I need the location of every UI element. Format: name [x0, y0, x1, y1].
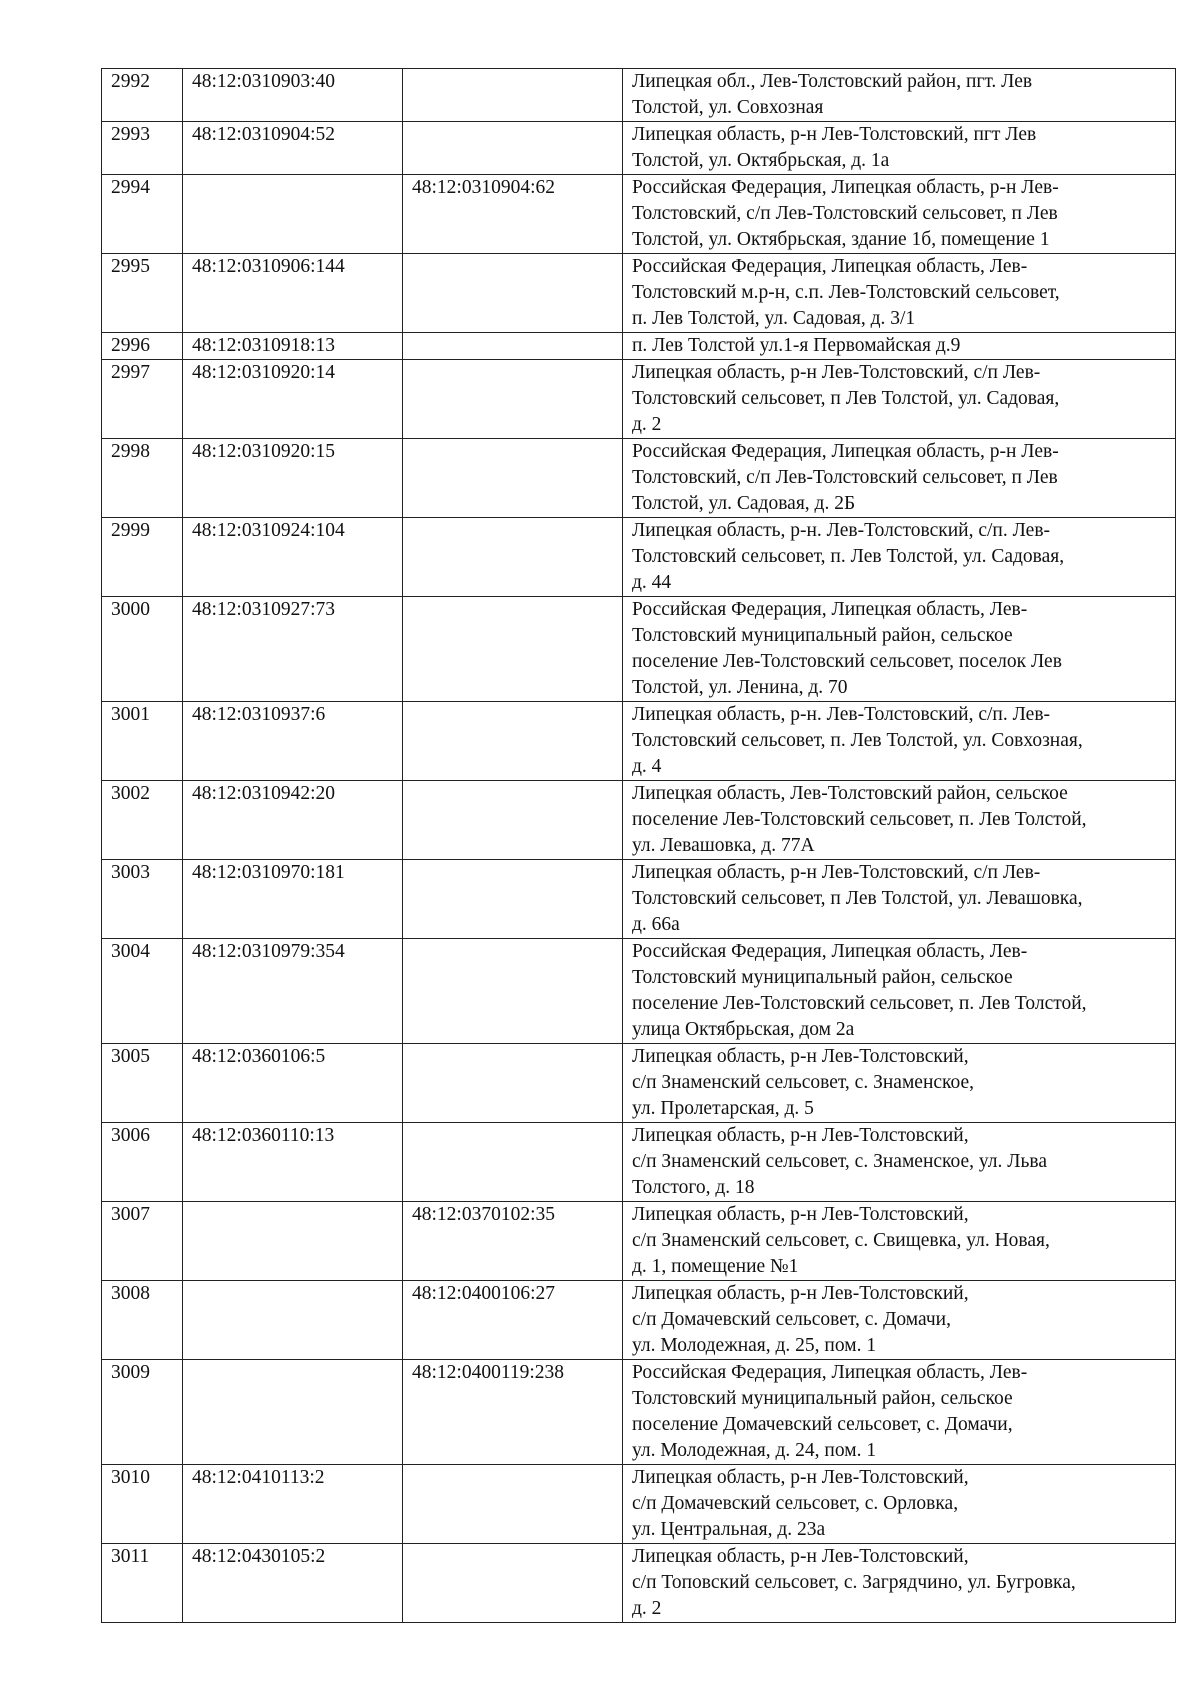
- address-line: Российская Федерация, Липецкая область, р-н Лев-: [632, 177, 1059, 198]
- row-number-cell: 2999: [102, 518, 183, 597]
- table-row: [102, 175, 1176, 254]
- table-row: [102, 1544, 1176, 1623]
- address-line: д. 2: [632, 1598, 662, 1619]
- object-cadastral-number-cell: [403, 1123, 623, 1202]
- row-number-cell: 2997: [102, 360, 183, 439]
- table-row: [102, 597, 1176, 702]
- object-cadastral-number-cell: [403, 702, 623, 781]
- address-line: Липецкая область, Лев-Толстовский район, сельское: [632, 783, 1068, 804]
- object-cadastral-number-cell: 48:12:0310904:62: [403, 175, 623, 254]
- table-row: [102, 860, 1176, 939]
- row-number-cell: 2996: [102, 333, 183, 360]
- land-cadastral-number-cell: 48:12:0310927:73: [183, 597, 403, 702]
- address-cell: [623, 781, 1176, 860]
- row-number-cell: 3009: [102, 1360, 183, 1465]
- address-line: ул. Пролетарская, д. 5: [632, 1098, 814, 1119]
- row-number-cell: 3005: [102, 1044, 183, 1123]
- address-line: с/п Знаменский сельсовет, с. Свищевка, ул. Новая,: [632, 1230, 1050, 1251]
- address-line: Липецкая область, р-н Лев-Толстовский,: [632, 1283, 969, 1304]
- address-line: поселение Лев-Толстовский сельсовет, п. Лев Толстой,: [632, 993, 1087, 1014]
- land-cadastral-number-cell: 48:12:0310920:15: [183, 439, 403, 518]
- address-line: Толстой, ул. Садовая, д. 2Б: [632, 493, 856, 514]
- property-registry-table: [101, 68, 1176, 1623]
- address-line: Липецкая обл., Лев-Толстовский район, пгт. Лев: [632, 71, 1033, 92]
- address-line: Толстой, ул. Октябрьская, здание 1б, помещение 1: [632, 229, 1050, 250]
- table-row: [102, 1202, 1176, 1281]
- address-line: ул. Центральная, д. 23а: [632, 1519, 826, 1540]
- address-cell: [623, 939, 1176, 1044]
- address-line: Липецкая область, р-н Лев-Толстовский, пгт Лев: [632, 124, 1037, 145]
- address-line: Российская Федерация, Липецкая область, Лев-: [632, 941, 1028, 962]
- land-cadastral-number-cell: 48:12:0310920:14: [183, 360, 403, 439]
- address-cell: [623, 360, 1176, 439]
- address-line: Толстой, ул. Октябрьская, д. 1а: [632, 150, 890, 171]
- object-cadastral-number-cell: [403, 360, 623, 439]
- address-line: Липецкая область, р-н Лев-Толстовский,: [632, 1125, 969, 1146]
- address-line: с/п Знаменский сельсовет, с. Знаменское,: [632, 1072, 975, 1093]
- address-cell: [623, 333, 1176, 360]
- address-line: Толстовский, с/п Лев-Толстовский сельсовет, п Лев: [632, 467, 1058, 488]
- land-cadastral-number-cell: 48:12:0310903:40: [183, 69, 403, 122]
- address-line: Липецкая область, р-н Лев-Толстовский,: [632, 1046, 969, 1067]
- address-line: Толстовский м.р-н, с.п. Лев-Толстовский сельсовет,: [632, 282, 1060, 303]
- table-row: [102, 939, 1176, 1044]
- address-cell: [623, 122, 1176, 175]
- address-line: д. 2: [632, 414, 662, 435]
- address-line: Толстовский муниципальный район, сельское: [632, 967, 1013, 988]
- address-cell: [623, 1544, 1176, 1623]
- address-line: д. 4: [632, 756, 662, 777]
- address-line: п. Лев Толстой ул.1-я Первомайская д.9: [632, 335, 961, 356]
- address-cell: [623, 69, 1176, 122]
- address-cell: [623, 254, 1176, 333]
- object-cadastral-number-cell: [403, 781, 623, 860]
- object-cadastral-number-cell: [403, 939, 623, 1044]
- land-cadastral-number-cell: 48:12:0310937:6: [183, 702, 403, 781]
- land-cadastral-number-cell: 48:12:0310970:181: [183, 860, 403, 939]
- land-cadastral-number-cell: 48:12:0310906:144: [183, 254, 403, 333]
- address-line: д. 66а: [632, 914, 680, 935]
- object-cadastral-number-cell: [403, 439, 623, 518]
- table-row: [102, 1044, 1176, 1123]
- address-line: Толстого, д. 18: [632, 1177, 755, 1198]
- object-cadastral-number-cell: 48:12:0400119:238: [403, 1360, 623, 1465]
- address-cell: [623, 1123, 1176, 1202]
- table-row: [102, 1123, 1176, 1202]
- address-cell: [623, 1202, 1176, 1281]
- table-row: [102, 254, 1176, 333]
- table-row: [102, 702, 1176, 781]
- address-cell: [623, 439, 1176, 518]
- land-cadastral-number-cell: [183, 1202, 403, 1281]
- address-cell: [623, 1044, 1176, 1123]
- table-row: [102, 69, 1176, 122]
- address-cell: [623, 860, 1176, 939]
- address-line: Липецкая область, р-н Лев-Толстовский,: [632, 1546, 969, 1567]
- address-line: Российская Федерация, Липецкая область, Лев-: [632, 1362, 1028, 1383]
- address-line: Толстовский сельсовет, п Лев Толстой, ул. Садовая,: [632, 388, 1060, 409]
- address-line: д. 1, помещение №1: [632, 1256, 799, 1277]
- address-line: Липецкая область, р-н Лев-Толстовский, с/п Лев-: [632, 862, 1041, 883]
- address-cell: [623, 597, 1176, 702]
- address-line: п. Лев Толстой, ул. Садовая, д. 3/1: [632, 308, 916, 329]
- address-line: Толстовский сельсовет, п Лев Толстой, ул. Левашовка,: [632, 888, 1083, 909]
- land-cadastral-number-cell: 48:12:0410113:2: [183, 1465, 403, 1544]
- land-cadastral-number-cell: 48:12:0360110:13: [183, 1123, 403, 1202]
- row-number-cell: 3004: [102, 939, 183, 1044]
- object-cadastral-number-cell: [403, 597, 623, 702]
- row-number-cell: 3003: [102, 860, 183, 939]
- row-number-cell: 3007: [102, 1202, 183, 1281]
- row-number-cell: 3001: [102, 702, 183, 781]
- address-cell: [623, 1360, 1176, 1465]
- land-cadastral-number-cell: 48:12:0310918:13: [183, 333, 403, 360]
- address-line: Российская Федерация, Липецкая область, р-н Лев-: [632, 441, 1059, 462]
- address-line: ул. Левашовка, д. 77А: [632, 835, 815, 856]
- land-cadastral-number-cell: [183, 1281, 403, 1360]
- table-row: [102, 333, 1176, 360]
- object-cadastral-number-cell: [403, 333, 623, 360]
- address-line: ул. Молодежная, д. 25, пом. 1: [632, 1335, 877, 1356]
- row-number-cell: 2993: [102, 122, 183, 175]
- address-line: Толстовский сельсовет, п. Лев Толстой, ул. Садовая,: [632, 546, 1065, 567]
- table-row: [102, 439, 1176, 518]
- address-line: улица Октябрьская, дом 2а: [632, 1019, 855, 1040]
- row-number-cell: 2994: [102, 175, 183, 254]
- address-line: Российская Федерация, Липецкая область, Лев-: [632, 599, 1028, 620]
- object-cadastral-number-cell: [403, 122, 623, 175]
- address-cell: [623, 518, 1176, 597]
- address-line: поселение Лев-Толстовский сельсовет, поселок Лев: [632, 651, 1062, 672]
- table-row: [102, 122, 1176, 175]
- address-line: Толстой, ул. Ленина, д. 70: [632, 677, 848, 698]
- row-number-cell: 2992: [102, 69, 183, 122]
- row-number-cell: 3006: [102, 1123, 183, 1202]
- table-row: [102, 1465, 1176, 1544]
- address-line: Толстой, ул. Совхозная: [632, 97, 824, 118]
- address-cell: [623, 702, 1176, 781]
- address-line: Толстовский муниципальный район, сельское: [632, 1388, 1013, 1409]
- address-line: поселение Домачевский сельсовет, с. Домачи,: [632, 1414, 1013, 1435]
- address-line: с/п Знаменский сельсовет, с. Знаменское, ул. Льва: [632, 1151, 1048, 1172]
- address-line: с/п Топовский сельсовет, с. Загрядчино, ул. Бугровка,: [632, 1572, 1076, 1593]
- address-line: Российская Федерация, Липецкая область, Лев-: [632, 256, 1028, 277]
- address-cell: [623, 1281, 1176, 1360]
- object-cadastral-number-cell: 48:12:0400106:27: [403, 1281, 623, 1360]
- address-cell: [623, 175, 1176, 254]
- table-row: [102, 360, 1176, 439]
- row-number-cell: 3010: [102, 1465, 183, 1544]
- row-number-cell: 3000: [102, 597, 183, 702]
- land-cadastral-number-cell: 48:12:0360106:5: [183, 1044, 403, 1123]
- address-line: Липецкая область, р-н. Лев-Толстовский, с/п. Лев-: [632, 520, 1051, 541]
- object-cadastral-number-cell: [403, 1544, 623, 1623]
- land-cadastral-number-cell: 48:12:0310924:104: [183, 518, 403, 597]
- table-row: [102, 1281, 1176, 1360]
- address-line: д. 44: [632, 572, 672, 593]
- row-number-cell: 2995: [102, 254, 183, 333]
- table-body: [102, 69, 1176, 1623]
- row-number-cell: 3008: [102, 1281, 183, 1360]
- object-cadastral-number-cell: [403, 1465, 623, 1544]
- address-line: с/п Домачевский сельсовет, с. Орловка,: [632, 1493, 959, 1514]
- land-cadastral-number-cell: 48:12:0430105:2: [183, 1544, 403, 1623]
- address-line: Толстовский, с/п Лев-Толстовский сельсовет, п Лев: [632, 203, 1058, 224]
- address-cell: [623, 1465, 1176, 1544]
- address-line: с/п Домачевский сельсовет, с. Домачи,: [632, 1309, 951, 1330]
- object-cadastral-number-cell: [403, 254, 623, 333]
- land-cadastral-number-cell: [183, 1360, 403, 1465]
- address-line: Толстовский сельсовет, п. Лев Толстой, ул. Совхозная,: [632, 730, 1083, 751]
- land-cadastral-number-cell: 48:12:0310942:20: [183, 781, 403, 860]
- object-cadastral-number-cell: 48:12:0370102:35: [403, 1202, 623, 1281]
- object-cadastral-number-cell: [403, 1044, 623, 1123]
- land-cadastral-number-cell: 48:12:0310904:52: [183, 122, 403, 175]
- object-cadastral-number-cell: [403, 518, 623, 597]
- address-line: Липецкая область, р-н Лев-Толстовский,: [632, 1204, 969, 1225]
- row-number-cell: 3011: [102, 1544, 183, 1623]
- address-line: Липецкая область, р-н Лев-Толстовский, с/п Лев-: [632, 362, 1041, 383]
- object-cadastral-number-cell: [403, 69, 623, 122]
- table-row: [102, 781, 1176, 860]
- address-line: поселение Лев-Толстовский сельсовет, п. Лев Толстой,: [632, 809, 1087, 830]
- object-cadastral-number-cell: [403, 860, 623, 939]
- address-line: Толстовский муниципальный район, сельское: [632, 625, 1013, 646]
- row-number-cell: 3002: [102, 781, 183, 860]
- address-line: Липецкая область, р-н Лев-Толстовский,: [632, 1467, 969, 1488]
- address-line: ул. Молодежная, д. 24, пом. 1: [632, 1440, 877, 1461]
- address-line: Липецкая область, р-н. Лев-Толстовский, с/п. Лев-: [632, 704, 1051, 725]
- row-number-cell: 2998: [102, 439, 183, 518]
- table-row: [102, 518, 1176, 597]
- land-cadastral-number-cell: [183, 175, 403, 254]
- table-row: [102, 1360, 1176, 1465]
- land-cadastral-number-cell: 48:12:0310979:354: [183, 939, 403, 1044]
